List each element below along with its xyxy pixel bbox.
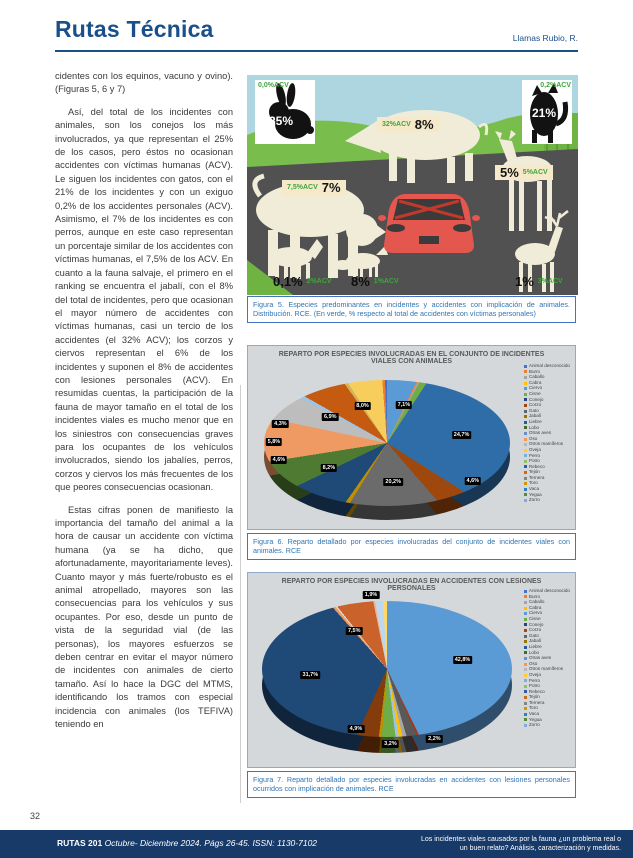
legend-swatch (524, 640, 527, 643)
legend-swatch (524, 482, 527, 485)
legend-swatch (524, 493, 527, 496)
legend-swatch (524, 713, 527, 716)
legend-label: Toro (528, 480, 538, 486)
legend-item (524, 498, 570, 503)
legend-item (524, 487, 570, 492)
fig7-chart-title: REPARTO POR ESPECIES INVOLUCRADAS EN ACCIDENTES CON LESIONES PERSONALES (281, 578, 542, 592)
legend-label: Tejón (528, 469, 540, 475)
legend-label: Oso (528, 660, 538, 666)
legend-item (524, 459, 570, 464)
legend-swatch (524, 488, 527, 491)
pie-slice-label: 31,7% (302, 672, 319, 679)
legend-label: Lobo (528, 649, 540, 655)
legend-swatch (524, 635, 527, 638)
legend-item (524, 364, 570, 369)
legend-swatch (524, 702, 527, 705)
legend-item (524, 684, 570, 689)
legend-label: Vaca (528, 711, 540, 717)
legend-label: Caballo (528, 599, 545, 605)
acv-percentage: 1%ACV (373, 278, 399, 285)
legend-label: Perro (528, 452, 541, 458)
pie-slice-label: 4,3% (274, 420, 287, 427)
fig7-chart (247, 572, 576, 768)
legend-swatch (524, 612, 527, 615)
dog-label (282, 180, 346, 195)
legend-label: Gato (528, 632, 539, 638)
legend-item (524, 645, 570, 650)
tagline-line1: Los incidentes viales causados por la fauna ¿un problema real o (420, 836, 621, 843)
legend-swatch (524, 393, 527, 396)
legend-label: Otras aves (528, 655, 552, 661)
legend-swatch (524, 674, 527, 677)
acv-percentage: 0,2%ACV (540, 82, 571, 89)
pie-slice-label: 2,2% (428, 736, 441, 743)
legend-label: Potro (528, 458, 540, 464)
legend-label: Otras aves (528, 430, 552, 436)
rabbit-panel (255, 80, 315, 144)
legend-swatch (524, 465, 527, 468)
legend-swatch (524, 477, 527, 480)
legend-swatch (524, 421, 527, 424)
pie-slice-label: 42,8% (454, 656, 471, 663)
legend-swatch (524, 651, 527, 654)
legend-item (524, 712, 570, 717)
legend-swatch (524, 590, 527, 593)
fig6-legend (524, 364, 570, 503)
pie-slice-label: 20,2% (385, 478, 402, 485)
legend-label: Ciervo (528, 610, 543, 616)
boar-label (377, 117, 439, 132)
legend-label: Toro (528, 705, 538, 711)
legend-swatch (524, 410, 527, 413)
legend-label: Perro (528, 677, 541, 683)
article-text-column (55, 70, 233, 741)
author-name: Llamas Rubio, R. (512, 33, 578, 43)
legend-label: Jabalí (528, 413, 542, 419)
legend-label: Otros mamíferos (528, 666, 564, 672)
legend-swatch (524, 718, 527, 721)
legend-label: Lobo (528, 424, 540, 430)
legend-swatch (524, 443, 527, 446)
pie-slice-label: 4,9% (349, 726, 363, 733)
legend-label: Cabra (528, 604, 542, 610)
legend-swatch (524, 415, 527, 418)
legend-swatch (524, 426, 527, 429)
stag-label (515, 275, 563, 288)
fig5-caption: Figura 5. Especies predominantes en incidentes y accidentes con implicación de animales. Distribución. RCE. (En verde, % respecto al total de accidentes con víctimas personales) (247, 296, 576, 323)
legend-item (524, 448, 570, 453)
legend-label: Potro (528, 683, 540, 689)
header-rule (55, 50, 578, 52)
legend-item (524, 617, 570, 622)
legend-swatch (524, 696, 527, 699)
acv-percentage: 2%ACV (306, 278, 332, 285)
acv-percentage: 7,5%ACV (287, 184, 318, 191)
fig7-pie-chart (262, 591, 512, 755)
legend-item (524, 420, 570, 425)
legend-label: Zorro (528, 722, 540, 728)
legend-swatch (524, 460, 527, 463)
legend-swatch (524, 618, 527, 621)
horse-label (273, 275, 332, 288)
fig7-legend (524, 589, 570, 728)
tagline-line2: un buen relato? Análisis, caracterización y medidas. (459, 845, 621, 853)
incident-percentage: 8% (351, 274, 370, 289)
acv-percentage: 0,0%ACV (258, 82, 289, 89)
pie-slice-label: 3,2% (384, 740, 397, 747)
pie-slice-label: 4,6% (466, 477, 480, 484)
pie-slice-label: 7,1% (397, 401, 411, 408)
journal-footer-info (57, 838, 317, 848)
article-paragraph: Estas cifras ponen de manifiesto la importancia del tamaño del animal a la hora de causar un accidente con víctima humana (ya se ha dicho, que afortunadamente, mayoritariamente leves). Cuanto mayor y más fuerte/robusto es el animal atropellado, mayores son las consecuencias para los vehículos y sus ocupantes. Por eso, desde un punto de vista de la seguridad vial (de las personas), los mayores esfuerzos se deben centrar en evitar el mayor número de incidentes con animales de cierto tamaño. Así lo hace la DGC del MTMS, identificando los tramos con especial incidencia con animales (los TEFIVA) teniendo en (55, 504, 233, 730)
legend-swatch (524, 607, 527, 610)
journal-issue-info: Octubre- Diciembre 2024. Págs 26-45. ISSN: 1130-7102 (102, 838, 318, 848)
pie-slice-label: 4,6% (272, 457, 286, 464)
legend-swatch (524, 398, 527, 401)
acv-percentage: 3%ACV (537, 278, 563, 285)
pie-slice-label: 5,8% (267, 438, 281, 445)
legend-label: Rebeco (528, 688, 545, 694)
fig5-illustration (247, 75, 578, 295)
legend-swatch (524, 382, 527, 385)
acv-percentage: 5%ACV (522, 169, 548, 176)
pie-slice-label: 7,5% (347, 627, 361, 634)
fig6-pie-chart (264, 378, 510, 520)
incident-percentage: 0,1% (273, 274, 303, 289)
legend-swatch (524, 690, 527, 693)
incident-percentage: 5% (500, 165, 519, 180)
legend-swatch (524, 679, 527, 682)
legend-swatch (524, 471, 527, 474)
legend-swatch (524, 365, 527, 368)
legend-item (524, 392, 570, 397)
legend-label: Rebeco (528, 463, 545, 469)
legend-swatch (524, 432, 527, 435)
legend-label: Conejo (528, 621, 544, 627)
roe-deer-label (495, 165, 553, 180)
legend-swatch (524, 646, 527, 649)
legend-swatch (524, 499, 527, 502)
pie-slice-label: 8,0% (356, 403, 369, 409)
acv-percentage: 32%ACV (382, 121, 411, 128)
legend-label: Tejón (528, 694, 540, 700)
pie-slice-label: 24,7% (453, 431, 470, 438)
legend-swatch (524, 685, 527, 688)
incident-percentage: 7% (321, 180, 341, 195)
pie-slice-label: 6,9% (323, 413, 337, 420)
legend-item (524, 589, 570, 594)
fig7-caption: Figura 7. Reparto detallado por especies involucradas en accidentes con lesiones personales ocurridos con implicación de animales. RCE (247, 771, 576, 798)
legend-swatch (524, 370, 527, 373)
legend-swatch (524, 438, 527, 441)
legend-label: Gato (528, 407, 539, 413)
legend-label: Caballo (528, 374, 545, 380)
fig6-chart (247, 345, 576, 530)
legend-label: Oveja (528, 446, 541, 452)
legend-swatch (524, 623, 527, 626)
page-number: 32 (30, 811, 41, 821)
legend-label: Corzo (528, 627, 542, 633)
figures-column (247, 75, 578, 807)
legend-swatch (524, 657, 527, 660)
legend-label: Jabalí (528, 638, 542, 644)
incident-percentage: 1% (515, 274, 534, 289)
legend-label: Burro (528, 368, 541, 374)
column-divider (240, 385, 241, 803)
legend-label: Oveja (528, 671, 541, 677)
legend-swatch (524, 629, 527, 632)
legend-label: Otros mamíferos (528, 441, 564, 447)
page-title: Rutas Técnica (55, 16, 214, 42)
legend-label: Liebre (528, 418, 542, 424)
legend-label: Cisne (528, 615, 541, 621)
legend-label: Vaca (528, 486, 540, 492)
article-tagline (361, 835, 621, 854)
legend-label: Liebre (528, 643, 542, 649)
legend-label: Cabra (528, 379, 542, 385)
legend-swatch (524, 449, 527, 452)
legend-label: Zorro (528, 497, 540, 503)
fig6-chart-title: REPARTO POR ESPECIES INVOLUCRADAS EN EL CONJUNTO DE INCIDENTES VIALES CON ANIMALES (278, 351, 545, 365)
legend-swatch (524, 668, 527, 671)
legend-label: Oso (528, 435, 538, 441)
incident-percentage: 8% (414, 117, 434, 132)
legend-item (524, 673, 570, 678)
legend-label: Burro (528, 593, 541, 599)
legend-item (524, 723, 570, 728)
incident-percentage: 21% (532, 106, 557, 120)
legend-swatch (524, 595, 527, 598)
legend-swatch (524, 387, 527, 390)
legend-label: Ternera (528, 474, 545, 480)
fig6-caption: Figura 6. Reparto detallado por especies involucradas del conjunto de incidentes viales con animales. RCE (247, 533, 576, 560)
legend-label: Yegua (528, 491, 542, 497)
legend-swatch (524, 376, 527, 379)
legend-label: Cisne (528, 390, 541, 396)
legend-swatch (524, 663, 527, 666)
legend-label: Corzo (528, 402, 542, 408)
legend-swatch (524, 404, 527, 407)
pie-slice-label: 1,9% (364, 591, 378, 598)
legend-swatch (524, 601, 527, 604)
legend-label: Conejo (528, 396, 544, 402)
incident-percentage: 25% (269, 114, 294, 128)
fox-label (351, 275, 399, 288)
legend-swatch (524, 724, 527, 727)
cat-panel (522, 80, 572, 144)
legend-label: Ternera (528, 699, 545, 705)
car-graphic (378, 194, 480, 253)
legend-label: Yegua (528, 716, 542, 722)
article-paragraph: Así, del total de los incidentes con animales, son los conejos los más involucrados, ya que representan el 25% de los casos, pero éstos no ocasionan accidentes con víctimas humanas (ACV). Le siguen los incidentes con gatos, con el 21% de los incidentes y con un exiguo 0,2% de los accidentes personales (ACV). Asimismo, el 7% de los incidentes es con perros, aunque en este caso representan un porcentaje similar de los accidentes con víctimas humanas, el 7,5% de los ACV. En cuanto a la fauna salvaje, el primero en el ranking se encuentra el jabalí, con el 8% del total de incidentes, pero que ocasionan el mayor número de accidentes con víctimas humanas, casi un tercio de los accidentes (el 32% ACV); los corzos y ciervos representan el 6% de los incidentes y suponen el 8% de accidentes con lesiones personales (ACV). En resumidas cuentas, la participación de la fauna de mayor tamaño en el total de los incidentes viales es mucho menor que en los siniestros con consecuencias graves para los ocupantes de los vehículos involucrados, siendo los jabalíes, perros, corzos y ciervos los más frecuentes de los que peores consecuencias ocasionan. (55, 106, 233, 493)
legend-swatch (524, 707, 527, 710)
rabbit-silhouette (255, 80, 315, 144)
journal-name: RUTAS 201 (57, 838, 103, 848)
article-paragraph: cidentes con los equinos, vacuno y ovino). (Figuras 5, 6 y 7) (55, 71, 233, 95)
legend-label: Animal desconocido (528, 363, 570, 368)
legend-swatch (524, 454, 527, 457)
legend-label: Ciervo (528, 385, 543, 391)
legend-label: Animal desconocido (528, 588, 570, 593)
pie-slice-label: 8,2% (322, 465, 336, 472)
